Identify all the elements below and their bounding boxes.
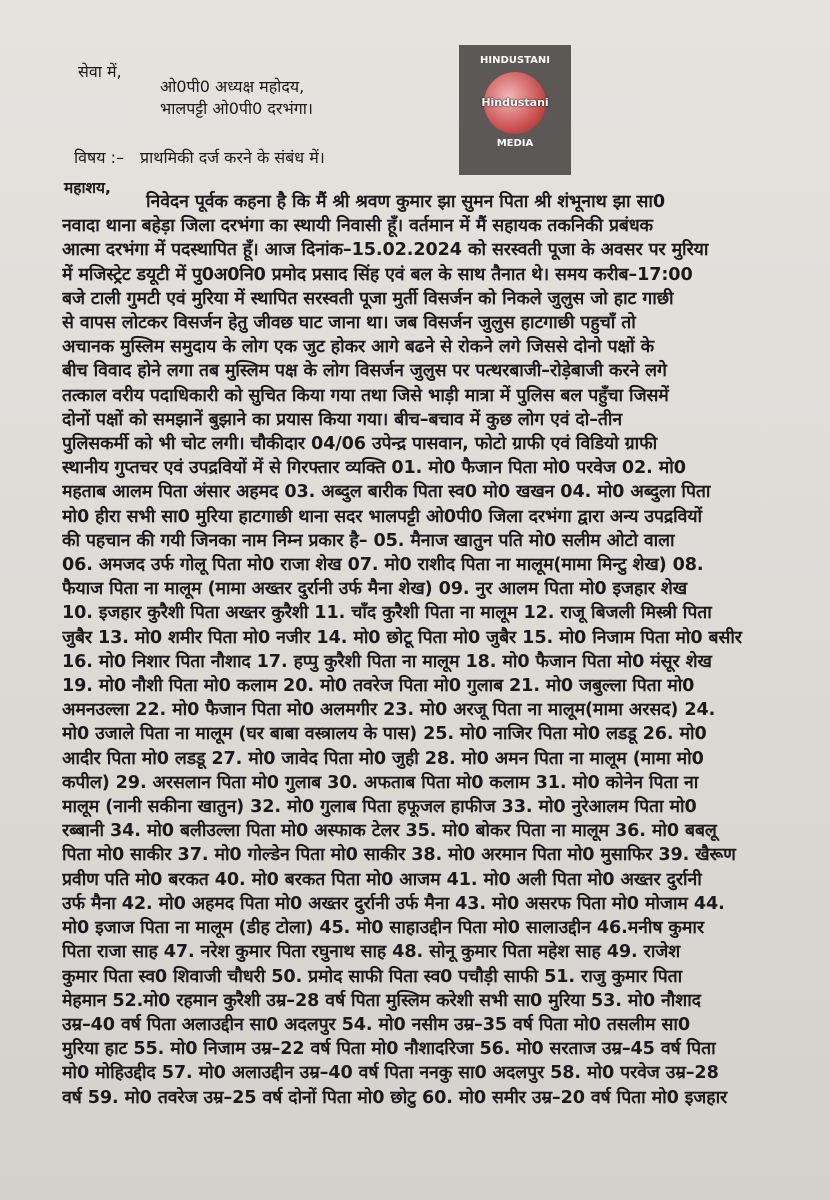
watermark-logo-icon <box>481 72 549 134</box>
hindustani-media-watermark <box>459 45 571 175</box>
address-line-2: भालपट्टी ओ0पी0 दरभंगा। <box>160 99 313 118</box>
recipient-address <box>160 76 313 120</box>
subject-line <box>74 146 325 168</box>
body-line: मो0 हीरा सभी सा0 मुरिया हाटगाछी थाना सदर भालपट्टी ओ0पी0 जिला दरभंगा द्वारा अन्य उपद्रवियों <box>62 506 702 527</box>
subject-label: विषय :– <box>74 148 125 167</box>
body-line: अचानक मुस्लिम समुदाय के लोग एक जुट होकर आगे बढने से रोकने लगे जिससे दोनो पक्षों के <box>62 337 655 358</box>
body-line: प्रवीण पति मो0 बरकत 40. मो0 बरकत पिता मो0 आजम 41. मो0 अली पिता मो0 अख्तर दुर्रानी <box>62 869 702 890</box>
body-line: बीच विवाद होने लगा तब मुस्लिम पक्ष के लोग विसर्जन जुलुस पर पत्थरबाजी–रोड़ेबाजी करने लगे <box>62 361 667 382</box>
body-line: मो0 उजाले पिता ना मालूम (घर बाबा वस्त्रालय के पास) 25. मो0 नाजिर पिता मो0 लडडू 26. मो0 <box>62 724 707 745</box>
body-line: आत्मा दरभंगा में पदस्थापित हूँ। आज दिनांक–15.02.2024 को सरस्वती पूजा के अवसर पर मुरिया <box>62 240 709 261</box>
subject-text: प्राथमिकी दर्ज करने के संबंध में। <box>140 148 325 167</box>
body-line: वर्ष 59. मो0 तवरेज उम्र–25 वर्ष दोनों पिता मो0 छोटु 60. मो0 समीर उम्र–20 वर्ष पिता मो0 इजहार <box>62 1087 728 1108</box>
letter-body <box>62 190 804 1110</box>
body-line: 19. मो0 नौशी पिता मो0 कलाम 20. मो0 तवरेज पिता मो0 गुलाब 21. मो0 जबुल्ला पिता मो0 <box>62 676 695 697</box>
body-line: अमनउल्ला 22. मो0 फैजान पिता मो0 अलमगीर 23. मो0 अरजू पिता ना मालूम(मामा अरसद) 24. <box>62 700 716 721</box>
body-line: रब्बानी 34. मो0 बलीउल्ला पिता मो0 अस्फाक टेलर 35. मो0 बोकर पिता ना मालूम 36. मो0 बबलू <box>62 821 717 842</box>
watermark-logo-text: Hindustani <box>481 96 549 109</box>
body-line: निवेदन पूर्वक कहना है कि मैं श्री श्रवण कुमार झा सुमन पिता श्री शंभूनाथ झा सा0 <box>146 192 665 212</box>
address-line-1: ओ0पी0 अध्यक्ष महोदय, <box>160 77 305 96</box>
body-line: मो0 मोहिउद्दीद 57. मो0 अलाउद्दीन उम्र–40 वर्ष पिता ननकु सा0 अदलपुर 58. मो0 परवेज उम्र–28 <box>62 1063 719 1084</box>
body-line: की पहचान की गयी जिनका नाम निम्न प्रकार है– 05. मैनाज खातुन पति मो0 सलीम ओटो वाला <box>62 530 675 551</box>
body-line: पिता मो0 साकीर 37. मो0 गोल्डेन पिता मो0 साकीर 38. मो0 अरमान पिता मो0 मुसाफिर 39. खैरूण <box>62 845 736 866</box>
body-line: उर्फ मैना 42. मो0 अहमद पिता मो0 अख्तर दुर्रानी उर्फ मैना 43. मो0 असरफ पिता मो0 मोजाम 44. <box>62 893 725 914</box>
body-line: 16. मो0 निशार पिता नौशाद 17. हप्पु कुरैशी पिता ना मालूम 18. मो0 फैजान पिता मो0 मंसूर शेख <box>62 651 712 672</box>
body-line: कुमार पिता स्व0 शिवाजी चौधरी 50. प्रमोद साफी पिता स्व0 पचौड़ी साफी 51. राजु कुमार पिता <box>62 966 683 987</box>
body-line: नवादा थाना बहेड़ा जिला दरभंगा का स्थायी निवासी हूँ। वर्तमान में मैं सहायक तकनिकी प्रबंधक <box>62 216 653 237</box>
watermark-top-text: HINDUSTANI <box>480 55 550 66</box>
body-line: उम्र–40 वर्ष पिता अलाउद्दीन सा0 अदलपुर 54. मो0 नसीम उम्र–35 वर्ष पिता मो0 तसलीम सा0 <box>62 1014 690 1035</box>
salutation: सेवा में, <box>78 62 122 81</box>
body-line: मेहमान 52.मो0 रहमान कुरैशी उम्र–28 वर्ष पिता मुस्लिम करेशी सभी सा0 मुरिया 53. मो0 नौशाद <box>62 990 701 1011</box>
body-line: जुबैर 13. मो0 शमीर पिता मो0 नजीर 14. मो0 छोटू पिता मो0 जुबैर 15. मो0 निजाम पिता मो0 बसीर <box>62 627 742 648</box>
body-line: आदीर पिता मो0 लडडू 27. मो0 जावेद पिता मो0 जुही 28. मो0 अमन पिता ना मालूम (मामा मो0 <box>62 748 704 769</box>
body-line: महताब आलम पिता अंसार अहमद 03. अब्दुल बारीक पिता स्व0 मो0 खखन 04. मो0 अब्दुला पिता <box>62 482 711 503</box>
body-line: बजे टाली गुमटी एवं मुरिया में स्थापित सरस्वती पूजा मुर्ती विसर्जन को निकले जुलुस जो हाट गाछी <box>62 288 674 309</box>
body-line: मो0 इजाज पिता ना मालूम (डीह टोला) 45. मो0 साहाउद्दीन पिता मो0 सालाउद्दीन 46.मनीष कुमार <box>62 918 704 939</box>
watermark-bottom-text: MEDIA <box>496 138 534 149</box>
body-line: कपील) 29. अरसलान पिता मो0 गुलाब 30. अफताब पिता मो0 कलाम 31. मो0 कोनेन पिता ना <box>62 772 699 793</box>
body-line: दोनों पक्षों को समझानें बुझाने का प्रयास किया गया। बीच–बचाव में कुछ लोग एवं दो–तीन <box>62 409 623 430</box>
body-line: मालूम (नानी सकीना खातुन) 32. मो0 गुलाब पिता हफूजल हाफीज 33. मो0 नुरेआलम पिता मो0 <box>62 797 697 818</box>
body-line: तत्काल वरीय पदाधिकारी को सुचित किया गया तथा जिसे भाड़ी मात्रा में पुलिस बल पहुँचा जिसमें <box>62 385 669 406</box>
body-line: से वापस लोटकर विसर्जन हेतु जीवछ घाट जाना था। जब विसर्जन जुलुस हाटगाछी पहुचाँ तो <box>62 313 636 334</box>
body-line: 06. अमजद उर्फ गोलू पिता मो0 राजा शेख 07. मो0 राशीद पिता ना मालूम(मामा मिन्टु शेख) 08. <box>62 555 704 576</box>
body-line: स्थानीय गुप्तचर एवं उपद्रवियों में से गिरफ्तार व्यक्ति 01. मो0 फैजान पिता मो0 परवेज 02. मो0 <box>62 458 686 479</box>
greeting: महाशय, <box>64 179 111 197</box>
body-line: मुरिया हाट 55. मो0 निजाम उम्र–22 वर्ष पिता मो0 नौशादरिजा 56. मो0 सरताज उम्र–45 वर्ष पिता <box>62 1039 716 1060</box>
body-line: पुलिसकर्मी को भी चोट लगी। चौकीदार 04/06 उपेन्द्र पासवान, फोटो ग्राफी एवं विडियो ग्राफी <box>62 434 658 455</box>
body-line: में मजिस्ट्रेट डयूटी में पु0अ0नि0 प्रमोद प्रसाद सिंह एवं बल के साथ तैनात थे। समय करीब–17:00 <box>62 264 693 285</box>
body-line: फैयाज पिता ना मालूम (मामा अख्तर दुर्रानी उर्फ मैना शेख) 09. नुर आलम पिता मो0 इजहार शेख <box>62 579 688 600</box>
body-line: 10. इजहार कुरैशी पिता अख्तर कुरैशी 11. चाँद कुरैशी पिता ना मालूम 12. राजू बिजली मिस्त्री पिता <box>62 603 712 624</box>
body-line: पिता राजा साह 47. नरेश कुमार पिता रघुनाथ साह 48. सोनू कुमार पिता महेश साह 49. राजेश <box>62 942 681 963</box>
